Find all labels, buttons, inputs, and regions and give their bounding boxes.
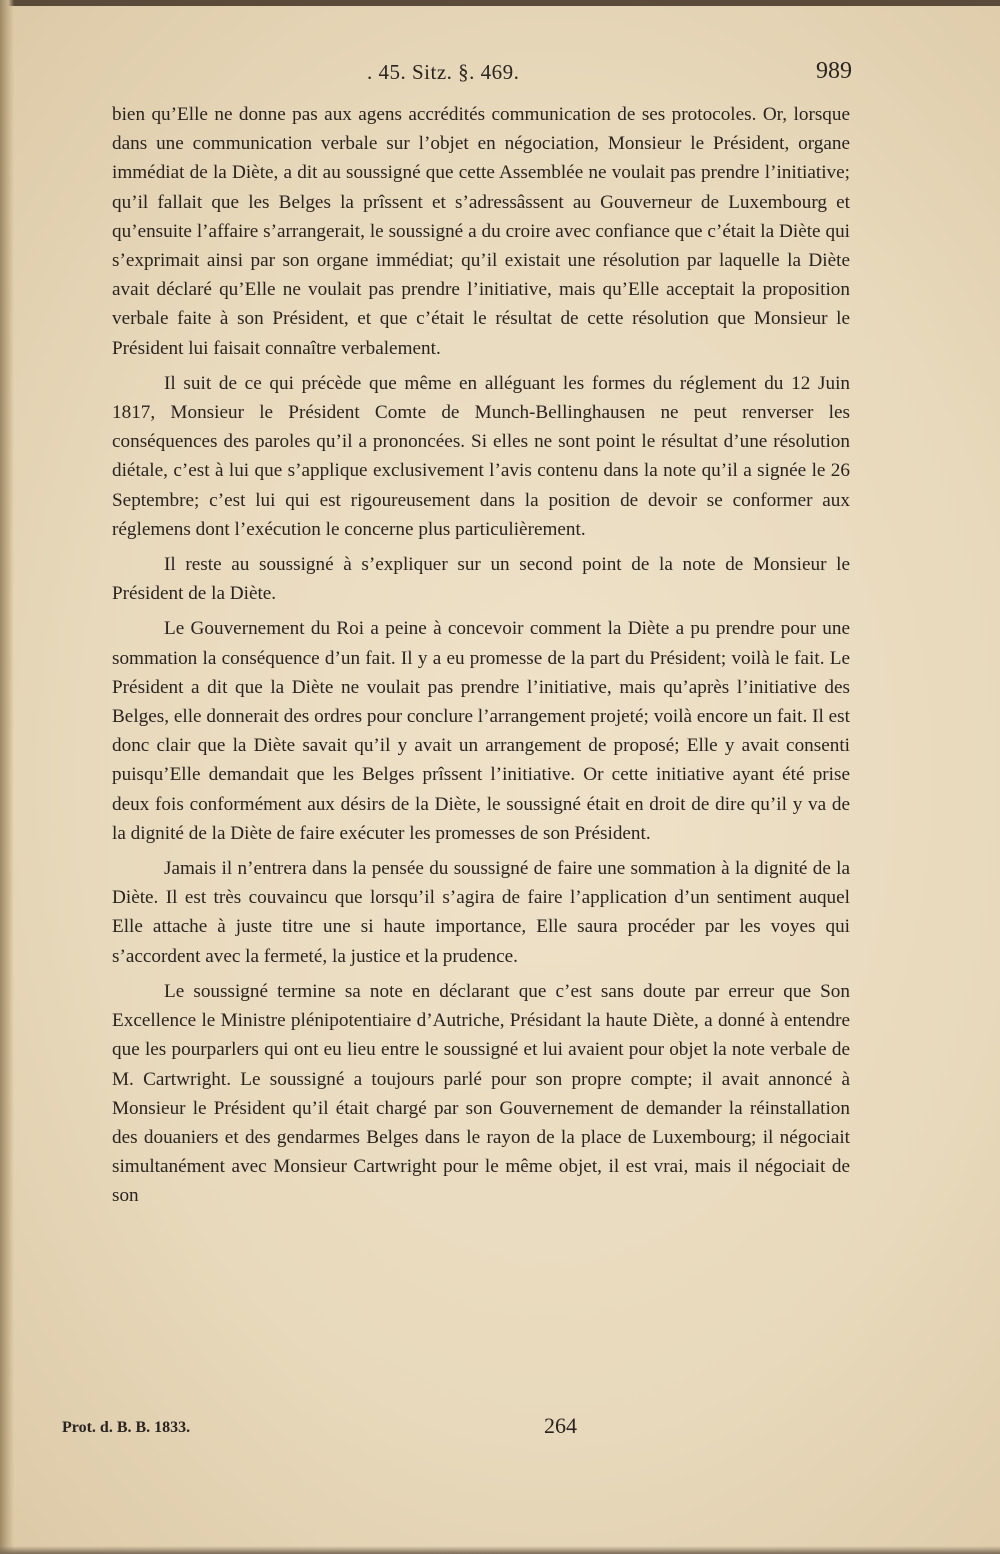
paragraph: Jamais il n’entrera dans la pensée du soussigné de faire une sommation à la dignité de la Diète. Il est très couvaincu que lorsqu’il s’agira de faire l’application d’un sentiment auquel Elle attache à juste titre une si haute importance, Elle saura procéder par les voyes qui s’accordent avec la fermeté, la justice et la prudence. (112, 858, 850, 967)
paragraph: bien qu’Elle ne donne pas aux agens accrédités communication de ses protocoles. Or, lorsque dans une communication verbale sur l’objet en négociation, Monsieur le Président, organe immédiat de la Diète, a dit au soussigné que cette Assemblée ne voulait pas prendre l’initiative; qu’il fallait que les Belges la prîssent et s’adressâssent au Gouverneur de Luxembourg et qu’ensuite l’affaire s’arrangerait, le soussigné a du croire avec confiance que c’était la Diète qui s’exprimait ainsi par son organe immédiat; qu’il existait une résolution par laquelle la Diète avait déclaré qu’Elle ne voulait pas prendre l’initiative, mais qu’Elle acceptait la proposition verbale faite à son Président, et que c’était le résultat de cette résolution que Monsieur le Président lui faisait connaître verbalement. (112, 104, 850, 359)
paragraph: Il suit de ce qui précède que même en alléguant les formes du réglement du 12 Juin 1817, Monsieur le Président Comte de Munch-Bellinghausen ne peut renverser les conséquences des paroles qu’il a prononcées. Si elles ne sont point le résultat d’une résolution diétale, c’est à lui que s’applique exclusivement l’avis contenu dans la note qu’il a signée le 26 Septembre; c’est lui qui est rigoureusement dans la position de devoir se conformer aux réglemens dont l’exécution le concerne plus particulièrement. (112, 372, 850, 540)
paragraph: Il reste au soussigné à s’expliquer sur un second point de la note de Monsieur le Président de la Diète. (112, 554, 850, 605)
sheet-mark: 264 (544, 1413, 577, 1438)
page-header (112, 58, 852, 90)
page-top-edge (0, 0, 1000, 6)
paragraph: Le Gouvernement du Roi a peine à concevoir comment la Diète a pu prendre pour une sommation la conséquence d’un fait. Il y a eu promesse de la part du Président; voilà le fait. Le Président a dit que la Diète ne voulait pas prendre l’initiative, mais qu’après l’initiative des Belges, elle donnerait des ordres pour conclure l’arrangement projeté; voilà encore un fait. Il est donc clair que la Diète savait qu’il y avait un arrangement de proposé; Elle y avait consenti puisqu’Elle demandait que les Belges prîssent l’initiative. Or cette initiative ayant été prise deux fois conformément aux désirs de la Diète, le soussigné était en droit de dire qu’il y va de la dignité de la Diète de faire exécuter les promesses de son Président. (112, 618, 850, 844)
page-binding-edge (0, 0, 14, 1554)
paragraph: Le soussigné termine sa note en déclarant que c’est sans doute par erreur que Son Excellence le Ministre plénipotentiaire d’Autriche, Présidant la haute Diète, a donné à entendre que les pourparlers qui ont eu lieu entre le soussigné et lui avaient pour objet la note verbale de M. Cartwright. Le soussigné a toujours parlé pour son propre compte; il avait annoncé à Monsieur le Président qu’il était chargé par son Gouvernement de demander la réinstallation des douaniers et des gendarmes Belges dans le rayon de la place de Luxembourg; il négociait simultanément avec Monsieur Cartwright pour le même objet, il est vrai, mais il négociait de son (112, 980, 850, 1207)
running-head: . 45. Sitz. §. 469. (367, 60, 520, 84)
page-footer (62, 1413, 862, 1443)
signature-line: Prot. d. B. B. 1833. (62, 1419, 191, 1436)
body-text (112, 100, 850, 1217)
page-number: 989 (816, 58, 852, 84)
page-bottom-edge (0, 1546, 1000, 1554)
